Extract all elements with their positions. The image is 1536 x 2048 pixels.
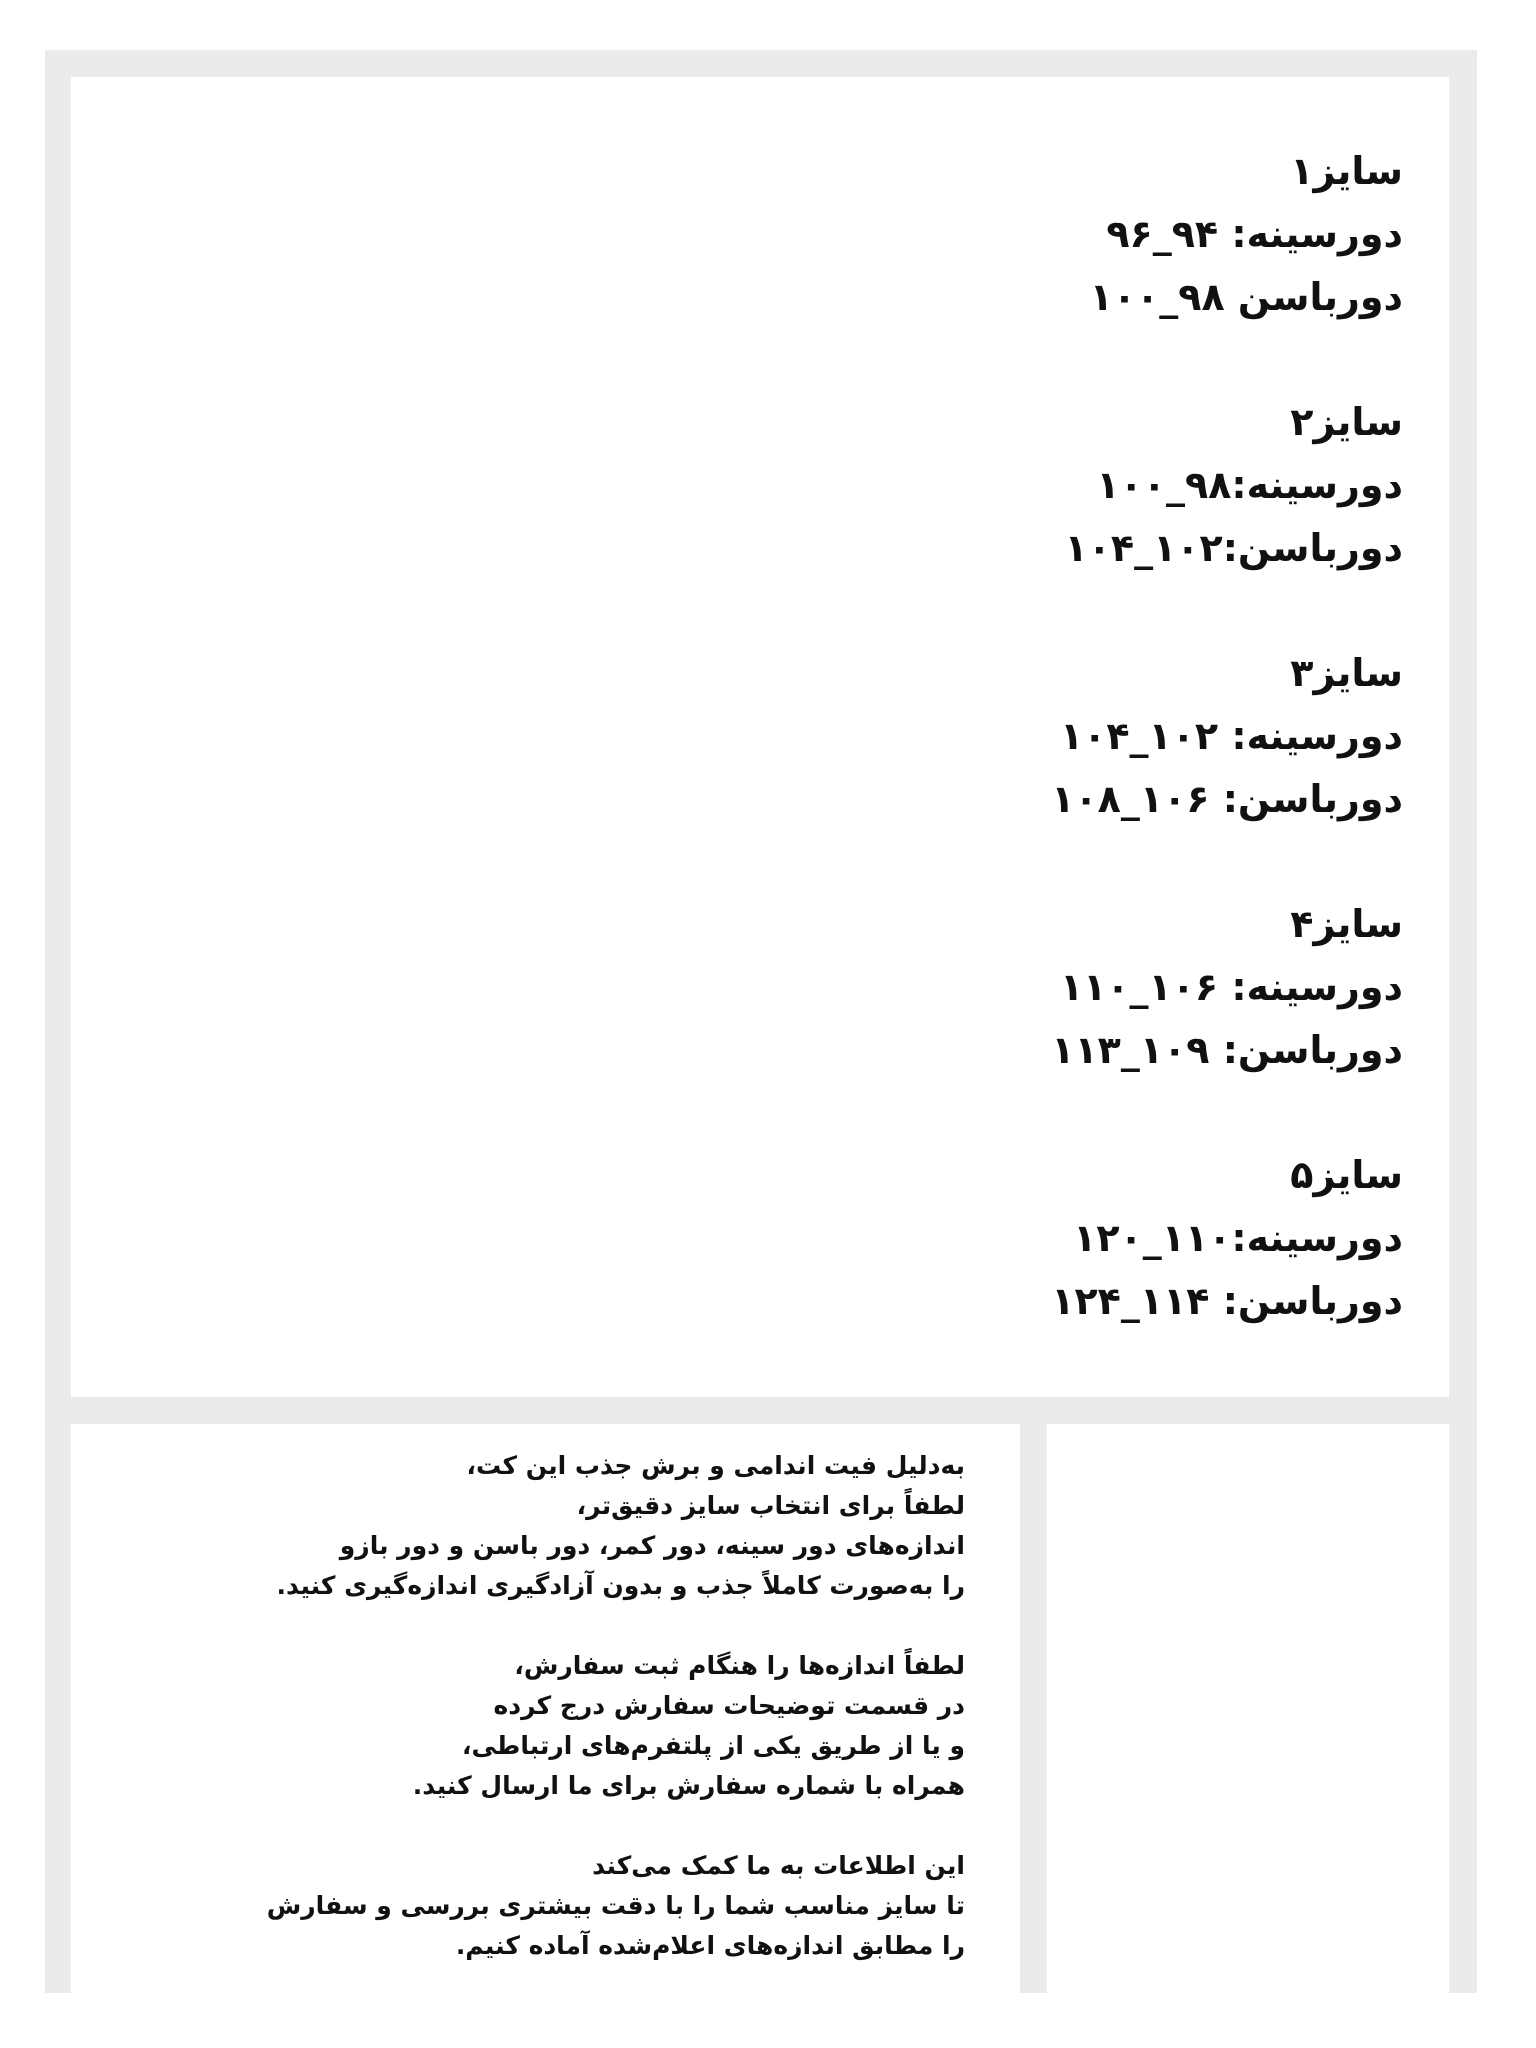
size-block-1 [503,140,1403,329]
note-line: همراه با شماره سفارش برای ما ارسال کنید. [412,1771,965,1800]
size-block-4 [503,893,1403,1082]
size-title: سایز۵ [1290,1153,1403,1197]
note-line: تا سایز مناسب شما را با دقت بیشتری بررسی و سفارش [266,1891,965,1920]
note-line: این اطلاعات به ما کمک می‌کند [592,1851,965,1880]
chest-measurement: دورسینه:۱۱۰_۱۲۰ [1073,1216,1403,1260]
hip-measurement: دورباسن:۱۰۲_۱۰۴ [1064,526,1403,570]
note-line: در قسمت توضیحات سفارش درج کرده [493,1691,965,1720]
empty-panel [1047,1424,1449,2013]
hip-measurement: دورباسن: ۱۰۶_۱۰۸ [1051,777,1403,821]
note-paragraph-fit [105,1446,965,1606]
chest-measurement: دورسینه:۹۸_۱۰۰ [1096,463,1403,507]
hip-measurement: دورباسن ۹۸_۱۰۰ [1089,275,1403,319]
note-line: به‌دلیل فیت اندامی و برش جذب این کت، [466,1451,965,1480]
hip-measurement: دورباسن: ۱۰۹_۱۱۳ [1051,1028,1403,1072]
note-line: را مطابق اندازه‌های اعلام‌شده آماده کنیم. [455,1931,965,1960]
size-title: سایز۳ [1290,651,1403,695]
chest-measurement: دورسینه: ۹۴_۹۶ [1106,212,1403,256]
note-paragraph-order [105,1646,965,1806]
size-title: سایز۲ [1290,400,1403,444]
note-line: لطفاً اندازه‌ها را هنگام ثبت سفارش، [514,1651,965,1680]
size-list [503,140,1403,1395]
note-line: لطفاً برای انتخاب سایز دقیق‌تر، [576,1491,965,1520]
measurement-notes [105,1446,965,2006]
note-line: را به‌صورت کاملاً جذب و بدون آزادگیری اندازه‌گیری کنید. [276,1571,965,1600]
size-block-5 [503,1144,1403,1333]
chest-measurement: دورسینه: ۱۰۲_۱۰۴ [1059,714,1403,758]
size-title: سایز۱ [1290,149,1403,193]
size-title: سایز۴ [1290,902,1403,946]
hip-measurement: دورباسن: ۱۱۴_۱۲۴ [1051,1279,1403,1323]
size-block-2 [503,391,1403,580]
size-block-3 [503,642,1403,831]
chest-measurement: دورسینه: ۱۰۶_۱۱۰ [1059,965,1403,1009]
note-line: و یا از طریق یکی از پلتفرم‌های ارتباطی، [462,1731,965,1760]
note-paragraph-help [105,1846,965,1966]
note-line: اندازه‌های دور سینه، دور کمر، دور باسن و دور بازو [339,1531,965,1560]
